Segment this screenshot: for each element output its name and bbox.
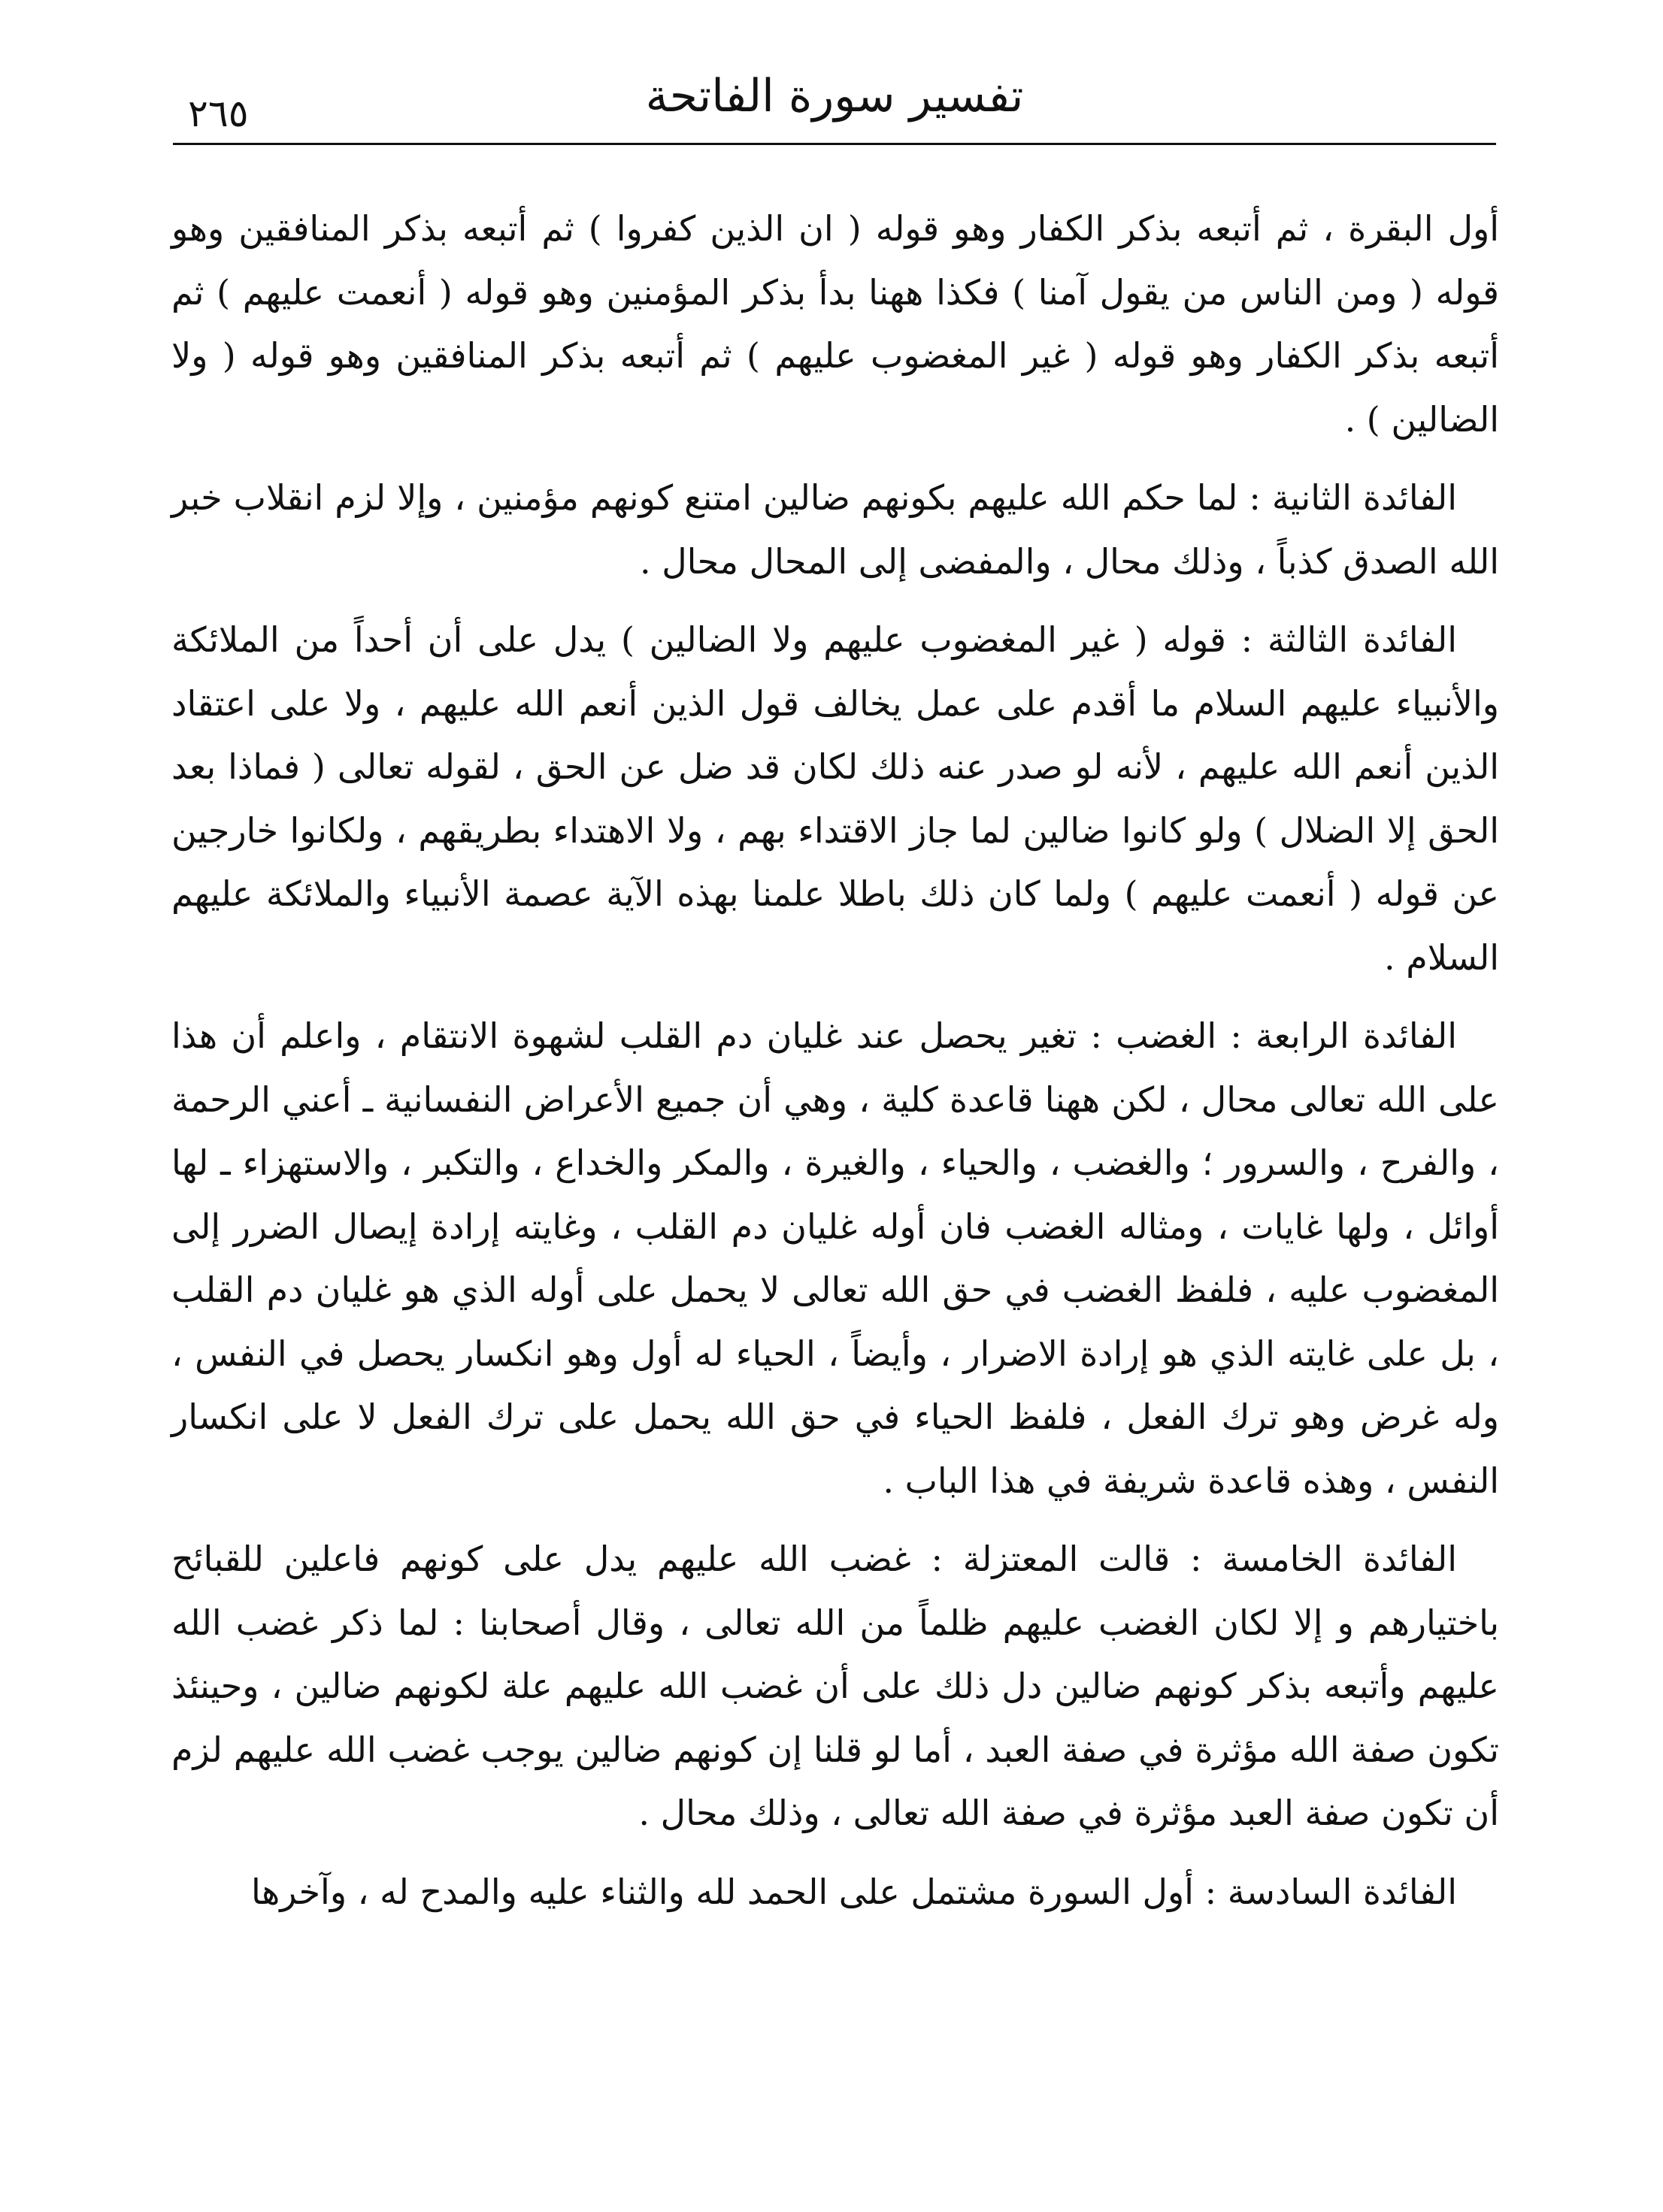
paragraph-continuation: أول البقرة ، ثم أتبعه بذكر الكفار وهو قوله ( ان الذين كفروا ) ثم أتبعه بذكر المنافقين وهو قوله ( ومن الناس من يقول آمنا ) فكذا ههنا بدأ بذكر المؤمنين وهو قوله ( أنعمت عليهم ) ثم أتبعه بذكر الكفار وهو قوله ( غير المغضوب عليهم ) ثم أتبعه بذكر المنافقين وهو قوله ( ولا الضالين ) .: [171, 208, 1499, 440]
header-divider: [173, 143, 1496, 145]
page-number: ٢٦٥: [188, 92, 249, 135]
paragraph-fifth-benefit: الفائدة الخامسة : قالت المعتزلة : غضب الله عليهم يدل على كونهم فاعلين للقبائح باختيارهم و إلا لكان الغضب عليهم ظلماً من الله تعالى ، وقال أصحابنا : لما ذكر غضب الله عليهم وأتبعه بذكر كونهم ضالين دل ذلك على أن غضب الله عليهم علة لكونهم ضالين ، وحينئذ تكون صفة الله مؤثرة في صفة العبد ، أما لو قلنا إن كونهم ضالين يوجب غضب الله عليهم لزم أن تكون صفة العبد مؤثرة في صفة الله تعالى ، وذلك محال .: [171, 1539, 1499, 1833]
body-text: [171, 197, 1499, 1938]
page-header: [173, 53, 1496, 150]
running-title: تفسير سورة الفاتحة: [645, 70, 1024, 123]
paragraph-third-benefit: الفائدة الثالثة : قوله ( غير المغضوب عليهم ولا الضالين ) يدل على أن أحداً من الملائكة والأنبياء عليهم السلام ما أقدم على عمل يخالف قول الذين أنعم الله عليهم ، ولا على اعتقاد الذين أنعم الله عليهم ، لأنه لو صدر عنه ذلك لكان قد ضل عن الحق ، لقوله تعالى ( فماذا بعد الحق إلا الضلال ) ولو كانوا ضالين لما جاز الاقتداء بهم ، ولا الاهتداء بطريقهم ، ولكانوا خارجين عن قوله ( أنعمت عليهم ) ولما كان ذلك باطلا علمنا بهذه الآية عصمة الأنبياء والملائكة عليهم السلام .: [171, 619, 1499, 978]
paragraph-second-benefit: الفائدة الثانية : لما حكم الله عليهم بكونهم ضالين امتنع كونهم مؤمنين ، وإلا لزم انقلاب خبر الله الصدق كذباً ، وذلك محال ، والمفضى إلى المحال محال .: [171, 477, 1499, 582]
paragraph-sixth-benefit: الفائدة السادسة : أول السورة مشتمل على الحمد لله والثناء عليه والمدح له ، وآخرها: [250, 1871, 1457, 1912]
paragraph-fourth-benefit: الفائدة الرابعة : الغضب : تغير يحصل عند غليان دم القلب لشهوة الانتقام ، واعلم أن هذا على الله تعالى محال ، لكن ههنا قاعدة كلية ، وهي أن جميع الأعراض النفسانية ـ أعني الرحمة ، والفرح ، والسرور ؛ والغضب ، والحياء ، والغيرة ، والمكر والخداع ، والتكبر ، والاستهزاء ـ لها أوائل ، ولها غايات ، ومثاله الغضب فان أوله غليان دم القلب ، وغايته إرادة إيصال الضرر إلى المغضوب عليه ، فلفظ الغضب في حق الله تعالى لا يحمل على أوله الذي هو غليان دم القلب ، بل على غايته الذي هو إرادة الاضرار ، وأيضاً ، الحياء له أول وهو انكسار يحصل في النفس ، وله غرض وهو ترك الفعل ، فلفظ الحياء في حق الله يحمل على ترك الفعل لا على انكسار النفس ، وهذه قاعدة شريفة في هذا الباب .: [171, 1015, 1499, 1501]
